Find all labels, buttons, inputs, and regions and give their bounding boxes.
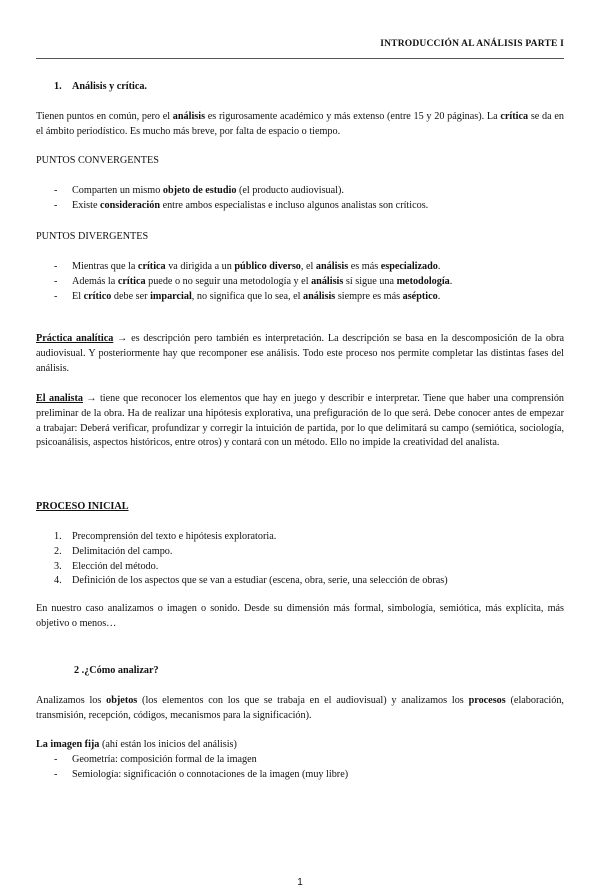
list-item: 3. Elección del método. [54, 560, 159, 572]
list-item: 1. Precomprensión del texto e hipótesis exploratoria. [54, 531, 277, 542]
list-item: - Además la crítica puede o no seguir una metodología y el análisis sí sigue una metodología. [54, 275, 453, 287]
list-item: 2. Delimitación del campo. [54, 545, 173, 557]
header-divider [36, 58, 564, 59]
convergent-points-label: PUNTOS CONVERGENTES [36, 155, 159, 166]
divergent-points-list [36, 260, 564, 304]
list-item: - Geometría: composición formal de la imagen [54, 754, 257, 765]
objects-processes-paragraph: Analizamos los objetos (los elementos con los que se trabaja en el audiovisual) y analizamos los procesos (elaboración, transmisión, recepción, códigos, mecanismos para la significación). [36, 695, 564, 721]
still-image-heading: La imagen fija (ahí están los inicios del análisis) [36, 739, 237, 750]
list-item: - Semiología: significación o connotaciones de la imagen (muy libre) [54, 768, 349, 780]
arrow-icon: → [117, 333, 128, 344]
our-case-paragraph: En nuestro caso analizamos o imagen o sonido. Desde su dimensión más formal, simbología, semiótica, más explícita, más objetivo o menos… [36, 603, 564, 629]
convergent-points-list [36, 184, 564, 214]
still-image-list [36, 753, 564, 783]
arrow-icon: → [86, 393, 97, 404]
list-item: 4. Definición de los aspectos que se van a estudiar (escena, obra, serie, una selección de obras) [54, 575, 448, 587]
divergent-points-label: PUNTOS DIVERGENTES [36, 231, 149, 242]
section-1-heading [54, 80, 147, 95]
analysis-vs-criticism-paragraph: Tienen puntos en común, pero el análisis es rigurosamente académico y más extenso (entre 15 y 20 páginas). La crítica se da en el ámbito periodístico. Es mucho más breve, por falta de espacio o tiempo. [36, 111, 564, 137]
section-1-number: 1. [54, 81, 62, 92]
analyst-paragraph: El analista → tiene que reconocer los elementos que hay en juego y describir e interpretar. Tiene que haber una comprensión preliminar de la obra. Ha de realizar una hipótesis explorativa, una prefiguración de lo que será. Debe conocer antes de empezar a trabajar: Deberá verificar, profundizar y corregir la intuición de partida, por lo que delimitará su campo (semiótica, sociología, psicoanálisis, aspectos históricos, entre otros) y contará con un método. Ello no impide la creatividad del analista. [36, 393, 565, 449]
list-item: - Existe consideración entre ambos especialistas e incluso algunos analistas son críticos. [54, 199, 429, 211]
analytic-practice-paragraph: Práctica analítica → es descripción pero también es interpretación. La descripción se basa en la descomposición de la obra audiovisual. Y posteriormente hay que recomponer ese análisis. Todo este proceso nos permite completar las distintas fases del análisis. [36, 333, 564, 374]
analyst-term: El analista [36, 393, 83, 404]
running-header: INTRODUCCIÓN AL ANÁLISIS PARTE I [380, 39, 564, 49]
analytic-practice-term: Práctica analítica [36, 333, 114, 344]
list-item: - El crítico debe ser imparcial, no significa que lo sea, el análisis siempre es más aséptico. [54, 290, 441, 302]
list-item: - Mientras que la crítica va dirigida a un público diverso, el análisis es más especializado. [54, 261, 441, 272]
initial-process-list [36, 530, 564, 589]
page-number: 1 [297, 877, 303, 888]
list-item: - Comparten un mismo objeto de estudio (el producto audiovisual). [54, 185, 344, 196]
section-2-heading: 2 .¿Cómo analizar? [74, 665, 159, 676]
section-1-title: Análisis y crítica. [72, 81, 147, 92]
initial-process-heading: PROCESO INICIAL [36, 501, 129, 512]
